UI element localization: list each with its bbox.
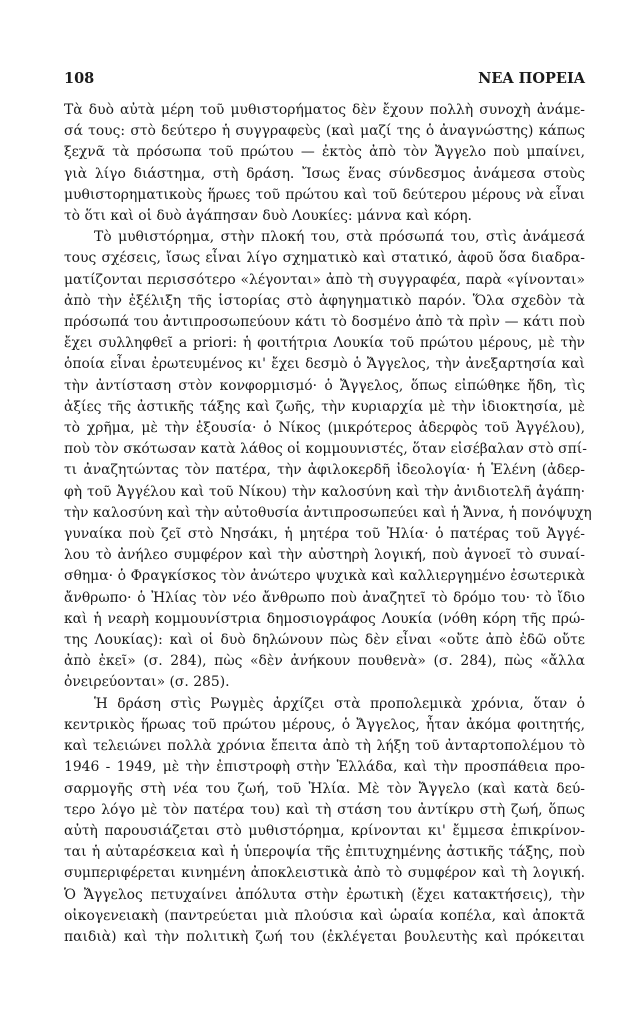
text-line: ματίζονται περισσότερο «λέγονται» ἀπὸ τὴ συγγραφέα, παρὰ «γίνονται» — [64, 271, 585, 288]
page-header — [64, 70, 585, 92]
running-title: ΝΕΑ ΠΟΡΕΙΑ — [478, 70, 585, 87]
text-line: παιδιὰ) καὶ τὴν πολιτικὴ ζωή του (ἐκλέγεται βουλευτὴς καὶ πρόκειται — [64, 928, 585, 945]
paragraph — [64, 227, 592, 693]
text-line: γιὰ λίγο διάστημα, στὴ δράση. Ἴσως ἕνας σύνδεσμος ἀνάμεσα στοὺς — [64, 165, 585, 182]
text-line: τὴν καλοσύνη καὶ τὴν αὐτοθυσία ἀντιπροσωπεύει καὶ ἡ Ἄννα, ἡ πονόψυχη — [64, 504, 592, 521]
text-line: ὁποία εἶναι ἐρωτευμένος κι' ἔχει δεσμὸ ὁ Ἄγγελος, τὴν ἀνεξαρτησία καὶ — [64, 356, 585, 373]
text-line: ξεχνᾶ τὰ πρόσωπα τοῦ πρώτου — ἐκτὸς ἀπὸ τὸν Ἄγγελο ποὺ μπαίνει, — [64, 144, 585, 161]
paragraph — [64, 100, 585, 227]
text-line: τους σχέσεις, ἴσως εἶναι λίγο σχηματικὸ καὶ στατικό, ἀφοῦ ὅσα διαδρα- — [64, 250, 585, 267]
text-line: τερο λόγο μὲ τὸν πατέρα του) καὶ τὴ στάση του ἀντίκρυ στὴ ζωή, ὅπως — [64, 801, 585, 818]
body-text — [64, 100, 592, 948]
text-line: κεντρικὸς ἥρωας τοῦ πρώτου μέρους, ὁ Ἄγγελος, ἦταν ἀκόμα φοιτητής, — [64, 716, 585, 733]
text-line: 1946 - 1949, μὲ τὴν ἐπιστροφὴ στὴν Ἑλλάδα, καὶ τὴν προσπάθεια προ- — [64, 759, 585, 776]
text-line: σά τους: στὸ δεύτερο ἡ συγγραφεὺς (καὶ μαζί της ὁ ἀναγνώστης) κάπως — [64, 123, 585, 140]
paragraph — [64, 694, 585, 948]
text-line: Ὁ Ἄγγελος πετυχαίνει ἀπόλυτα στὴν ἐρωτικὴ (ἔχει κατακτήσεις), τὴν — [64, 886, 585, 903]
text-line: Τὸ μυθιστόρημα, στὴν πλοκή του, στὰ πρόσωπά του, στὶς ἀνάμεσά — [94, 229, 585, 246]
text-line: καὶ ἡ νεαρὴ κομμουνίστρια δημοσιογράφος Λουκία (νόθη κόρη τῆς πρώ- — [64, 610, 585, 627]
text-line: τι ἀναζητώντας τὸν πατέρα, τὴν ἀφιλοκερδῆ ἰδεολογία· ἡ Ἑλένη (ἀδερ- — [64, 462, 585, 479]
text-line: ὀνειρεύονται» (σ. 285). — [64, 674, 230, 691]
page-number: 108 — [64, 70, 95, 87]
text-line: οἰκογενειακὴ (παντρεύεται μιὰ πλούσια καὶ ὡραία κοπέλα, καὶ ἀποκτᾶ — [64, 907, 585, 924]
text-line: ἀπὸ τὴν ἐξέλιξη τῆς ἱστορίας στὸ ἀφηγηματικὸ παρόν. Ὅλα σχεδὸν τὰ — [64, 292, 585, 309]
text-line: ἀπὸ ἐκεῖ» (σ. 284), πὼς «δὲν ἀνήκουν πουθενὰ» (σ. 284), πὼς «ἄλλα — [64, 653, 585, 670]
text-line: λου τὸ ἀνήλεο συμφέρον καὶ τὴν αὐστηρὴ λογική, ποὺ ἀγνοεῖ τὸ συναί- — [64, 547, 585, 564]
text-line: γυναίκα ποὺ ζεῖ στὸ Νησάκι, ἡ μητέρα τοῦ Ἠλία· ὁ πατέρας τοῦ Ἀγγέ- — [64, 526, 585, 543]
text-line: φὴ τοῦ Ἀγγέλου καὶ τοῦ Νίκου) τὴν καλοσύνη καὶ τὴν ἀνιδιοτελῆ ἀγάπη· — [64, 483, 585, 500]
text-line: Ἡ δράση στὶς Ρωγμὲς ἀρχίζει στὰ προπολεμικὰ χρόνια, ὅταν ὁ — [94, 695, 585, 712]
text-line: αὐτὴ παρουσιάζεται στὸ μυθιστόρημα, κρίνονται κι' ἔμμεσα ἐπικρίνον- — [64, 822, 585, 839]
text-line: ἀξίες τῆς ἀστικῆς τάξης καὶ ζωῆς, τὴν κυριαρχία μὲ τὴν ἰδιοκτησία, μὲ — [64, 398, 585, 415]
text-line: τὴν ἀντίσταση στὸν κονφορμισμό· ὁ Ἄγγελος, ὅπως εἰπώθηκε ἤδη, τὶς — [64, 377, 585, 394]
text-line: μυθιστορηματικοὺς ἥρωες τοῦ πρώτου καὶ τοῦ δεύτερου μέρους νὰ εἶναι — [64, 186, 585, 203]
text-line: σαρμογῆς στὴ νέα του ζωή, τοῦ Ἠλία. Μὲ τὸν Ἄγγελο (καὶ κατὰ δεύ- — [64, 780, 585, 797]
text-line: καὶ τελειώνει πολλὰ χρόνια ἔπειτα ἀπὸ τὴ λήξη τοῦ ἀνταρτοπολέμου τὸ — [64, 738, 585, 755]
text-line: τὸ χρῆμα, μὲ τὴν ἐξουσία· ὁ Νίκος (μικρότερος ἀδερφὸς τοῦ Ἀγγέλου), — [64, 420, 585, 437]
text-line: συμπεριφέρεται κινημένη ἀποκλειστικὰ ἀπὸ τὸ συμφέρον καὶ τὴ λογική. — [64, 865, 585, 882]
text-line: ποὺ τὸν σκότωσαν κατὰ λάθος οἱ κομμουνιστές, ὅταν εἰσέβαλαν στὸ σπί- — [64, 441, 587, 458]
text-line: ἔχει συλληφθεῖ a priori: ἡ φοιτήτρια Λουκία τοῦ πρώτου μέρους, μὲ τὴν — [64, 335, 585, 352]
text-line: σθημα· ὁ Φραγκίσκος τὸν ἀνώτερο ψυχικὰ καὶ καλλιεργημένο ἐσωτερικὰ — [64, 568, 585, 585]
text-line: της Λουκίας): καὶ οἱ δυὸ δηλώνουν πὼς δὲν εἶναι «οὔτε ἀπὸ ἐδῶ οὔτε — [64, 632, 585, 649]
text-line: τὸ ὅτι καὶ οἱ δυὸ ἀγάπησαν δυὸ Λουκίες: μάννα καὶ κόρη. — [64, 208, 472, 225]
text-line: ἄνθρωπο· ὁ Ἠλίας τὸν νέο ἄνθρωπο ποὺ ἀναζητεῖ τὸ δρόμο του· τὸ ἴδιο — [64, 589, 585, 606]
text-line: ται ἡ αὐταρέσκεια καὶ ἡ ὑπεροψία τῆς ἐπιτυχημένης ἀστικῆς τάξης, ποὺ — [64, 844, 585, 861]
text-line: Τὰ δυὸ αὐτὰ μέρη τοῦ μυθιστορήματος δὲν ἔχουν πολλὴ συνοχὴ ἀνάμε- — [64, 102, 585, 118]
text-line: πρόσωπά του ἀντιπροσωπεύουν κάτι τὸ δοσμένο ἀπὸ τὰ πρὶν — κάτι ποὺ — [64, 314, 585, 331]
